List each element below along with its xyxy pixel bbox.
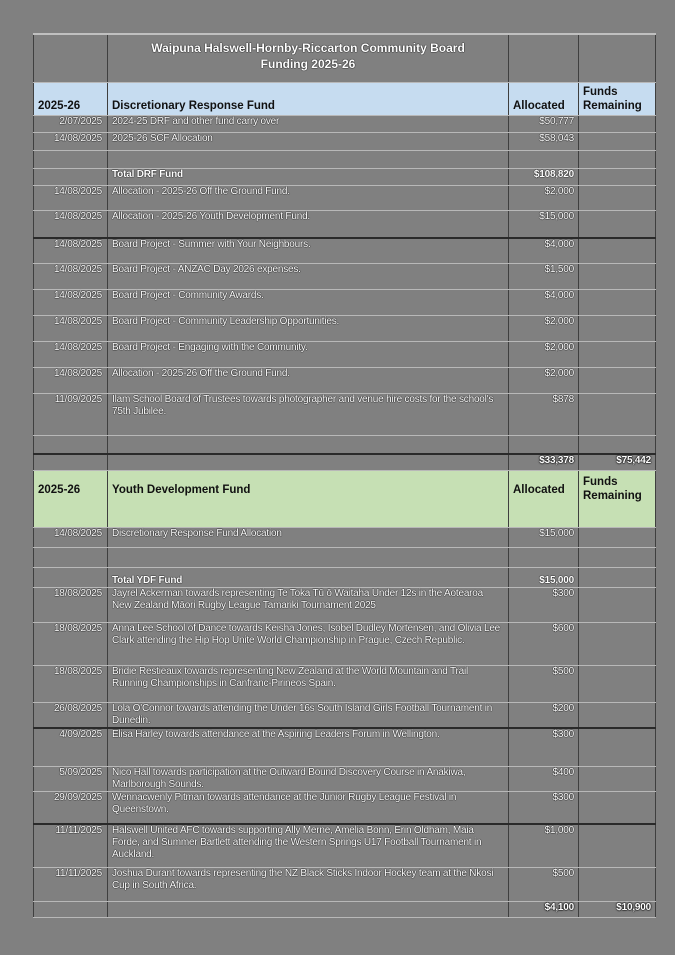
description-cell: Joshua Durant towards representing the NZ Black Sticks Indoor Hockey team at the Nkosi Cup in South Africa.	[108, 867, 509, 901]
cell	[579, 436, 656, 454]
date-cell: 14/08/2025	[34, 133, 108, 151]
description-cell: Board Project - Engaging with the Community.	[108, 342, 509, 368]
remaining-cell	[579, 316, 656, 342]
description-cell: Wennacwenly Pitman towards attendance at the Junior Rugby League Festival in Queenstown.	[108, 791, 509, 824]
allocated-cell: $400	[509, 766, 579, 791]
ydf-total-row	[34, 568, 656, 588]
title-line-2: Funding 2025-26	[260, 57, 356, 71]
date-cell: 14/08/2025	[34, 238, 108, 264]
description-cell: Jayrel Ackerman towards representing Te Toka Tū ō Waitaha Under 12s in the Aotearoa New Zealand Māori Rugby League Tamariki Tournament 2025	[108, 588, 509, 623]
allocated-cell: $1,500	[509, 264, 579, 290]
page-title	[108, 34, 509, 83]
table-row	[34, 316, 656, 342]
cell	[108, 151, 509, 169]
table-row	[34, 703, 656, 729]
date-cell: 14/08/2025	[34, 368, 108, 394]
ydf-year-header: 2025-26	[34, 471, 108, 528]
remaining-cell	[579, 394, 656, 436]
drf-total-row	[34, 169, 656, 186]
cell	[34, 169, 108, 186]
table-row	[34, 588, 656, 623]
table-row	[34, 666, 656, 703]
drf-summary-row	[34, 454, 656, 471]
remaining-cell	[579, 342, 656, 368]
total-label: Total YDF Fund	[108, 568, 509, 588]
ydf-header-row	[34, 471, 656, 528]
cell	[34, 454, 108, 471]
date-cell: 14/08/2025	[34, 528, 108, 548]
date-cell: 5/09/2025	[34, 766, 108, 791]
cell	[34, 34, 108, 83]
remaining-cell	[579, 728, 656, 766]
description-cell: Allocation - 2025-26 Off the Ground Fund.	[108, 186, 509, 211]
date-cell: 14/08/2025	[34, 211, 108, 238]
cell	[509, 436, 579, 454]
description-cell: Anna Lee School of Dance towards Keisha Jones, Isobel Dudley Mortensen, and Olivia Lee Clark attending the Hip Hop Unite World Championship in Prague, Czech Republic.	[108, 623, 509, 666]
title-row	[34, 34, 656, 83]
date-cell: 4/09/2025	[34, 728, 108, 766]
remaining-cell	[579, 766, 656, 791]
allocated-cell: $500	[509, 867, 579, 901]
date-cell: 11/11/2025	[34, 824, 108, 867]
cell	[579, 151, 656, 169]
remaining-cell	[579, 666, 656, 703]
total-amount: $108,820	[509, 169, 579, 186]
table-row	[34, 528, 656, 548]
cell	[34, 436, 108, 454]
date-cell: 2/07/2025	[34, 116, 108, 133]
date-cell: 26/08/2025	[34, 703, 108, 729]
description-cell: 2025-26 SCF Allocation	[108, 133, 509, 151]
allocated-cell: $878	[509, 394, 579, 436]
description-cell: Ilam School Board of Trustees towards photographer and venue hire costs for the school's 75th Jubilee.	[108, 394, 509, 436]
remaining-cell	[579, 867, 656, 901]
cell	[509, 151, 579, 169]
table-row	[34, 394, 656, 436]
drf-header-row	[34, 83, 656, 116]
total-amount: $15,000	[509, 568, 579, 588]
remaining-cell	[579, 186, 656, 211]
table-row	[34, 766, 656, 791]
description-cell: Lola O'Connor towards attending the Under 16s South Island Girls Football Tournament in Dunedin.	[108, 703, 509, 729]
drf-year-header: 2025-26	[34, 83, 108, 116]
allocated-cell: $2,000	[509, 342, 579, 368]
allocated-cell: $1,000	[509, 824, 579, 867]
date-cell: 11/11/2025	[34, 867, 108, 901]
remaining-cell	[579, 623, 656, 666]
drf-allocated-total: $33,378	[509, 454, 579, 471]
allocated-cell: $15,000	[509, 528, 579, 548]
funding-sheet	[33, 33, 655, 918]
table-row	[34, 186, 656, 211]
date-cell: 14/08/2025	[34, 290, 108, 316]
description-cell: Allocation - 2025-26 Off the Ground Fund.	[108, 368, 509, 394]
allocated-cell: $50,777	[509, 116, 579, 133]
table-row	[34, 290, 656, 316]
ydf-fund-name-header: Youth Development Fund	[108, 471, 509, 528]
allocated-cell: $4,000	[509, 238, 579, 264]
allocated-cell: $500	[509, 666, 579, 703]
remaining-cell	[579, 791, 656, 824]
description-cell: Discretionary Response Fund Allocation	[108, 528, 509, 548]
description-cell: Board Project - Summer with Your Neighbours.	[108, 238, 509, 264]
empty-row	[34, 548, 656, 568]
allocated-cell: $58,043	[509, 133, 579, 151]
table-row	[34, 791, 656, 824]
table-row	[34, 211, 656, 238]
description-cell: Board Project - Community Awards.	[108, 290, 509, 316]
cell	[579, 568, 656, 588]
remaining-cell	[579, 264, 656, 290]
description-cell: 2024-25 DRF and other fund carry over	[108, 116, 509, 133]
allocated-cell: $600	[509, 623, 579, 666]
date-cell: 18/08/2025	[34, 666, 108, 703]
table-row	[34, 116, 656, 133]
date-cell: 14/08/2025	[34, 342, 108, 368]
cell	[108, 548, 509, 568]
date-cell: 29/09/2025	[34, 791, 108, 824]
allocated-cell: $300	[509, 791, 579, 824]
cell	[108, 436, 509, 454]
date-cell: 11/09/2025	[34, 394, 108, 436]
cell	[509, 34, 579, 83]
allocated-cell: $15,000	[509, 211, 579, 238]
table-row	[34, 238, 656, 264]
cell	[579, 34, 656, 83]
ydf-summary-row	[34, 901, 656, 917]
description-cell: Allocation - 2025-26 Youth Development Fund.	[108, 211, 509, 238]
cell	[34, 568, 108, 588]
ydf-funds-remaining: $10,900	[579, 901, 656, 917]
description-cell: Halswell United AFC towards supporting Ally Merne, Amelia Bonn, Erin Oldham, Maia Forde, and Summer Bartlett attending the Western Springs U17 Football Tournament in Auckland.	[108, 824, 509, 867]
ydf-allocated-header: Allocated	[509, 471, 579, 528]
remaining-cell	[579, 116, 656, 133]
ydf-allocated-total: $4,100	[509, 901, 579, 917]
table-row	[34, 264, 656, 290]
remaining-cell	[579, 588, 656, 623]
table-row	[34, 133, 656, 151]
ydf-remaining-header: Funds Remaining	[579, 471, 656, 528]
date-cell: 14/08/2025	[34, 316, 108, 342]
cell	[34, 901, 108, 917]
remaining-cell	[579, 703, 656, 729]
allocated-cell: $4,000	[509, 290, 579, 316]
date-cell: 14/08/2025	[34, 186, 108, 211]
cell	[108, 454, 509, 471]
total-label: Total DRF Fund	[108, 169, 509, 186]
drf-allocated-header: Allocated	[509, 83, 579, 116]
drf-fund-name-header: Discretionary Response Fund	[108, 83, 509, 116]
cell	[34, 548, 108, 568]
remaining-cell	[579, 211, 656, 238]
cell	[579, 548, 656, 568]
table-row	[34, 728, 656, 766]
description-cell: Board Project - ANZAC Day 2026 expenses.	[108, 264, 509, 290]
table-row	[34, 824, 656, 867]
remaining-cell	[579, 528, 656, 548]
allocated-cell: $200	[509, 703, 579, 729]
remaining-cell	[579, 368, 656, 394]
table-row	[34, 368, 656, 394]
date-cell: 18/08/2025	[34, 588, 108, 623]
empty-row	[34, 436, 656, 454]
description-cell: Bridie Restieaux towards representing New Zealand at the World Mountain and Trail Running Championships in Canfranc-Pirineos Spain.	[108, 666, 509, 703]
drf-remaining-header: Funds Remaining	[579, 83, 656, 116]
table-row	[34, 867, 656, 901]
empty-row	[34, 151, 656, 169]
table-row	[34, 623, 656, 666]
date-cell: 18/08/2025	[34, 623, 108, 666]
allocated-cell: $300	[509, 588, 579, 623]
allocated-cell: $2,000	[509, 316, 579, 342]
cell	[579, 169, 656, 186]
table-row	[34, 342, 656, 368]
allocated-cell: $300	[509, 728, 579, 766]
title-line-1: Waipuna Halswell-Hornby-Riccarton Community Board	[151, 41, 465, 55]
allocated-cell: $2,000	[509, 368, 579, 394]
description-cell: Nico Hall towards participation at the Outward Bound Discovery Course in Anakiwa, Marlborough Sounds.	[108, 766, 509, 791]
cell	[509, 548, 579, 568]
drf-funds-remaining: $75,442	[579, 454, 656, 471]
cell	[34, 151, 108, 169]
remaining-cell	[579, 133, 656, 151]
remaining-cell	[579, 290, 656, 316]
allocated-cell: $2,000	[509, 186, 579, 211]
cell	[108, 901, 509, 917]
description-cell: Board Project - Community Leadership Opportunities.	[108, 316, 509, 342]
description-cell: Elisa Harley towards attendance at the Aspiring Leaders Forum in Wellington.	[108, 728, 509, 766]
date-cell: 14/08/2025	[34, 264, 108, 290]
funding-table	[33, 33, 656, 918]
remaining-cell	[579, 824, 656, 867]
remaining-cell	[579, 238, 656, 264]
